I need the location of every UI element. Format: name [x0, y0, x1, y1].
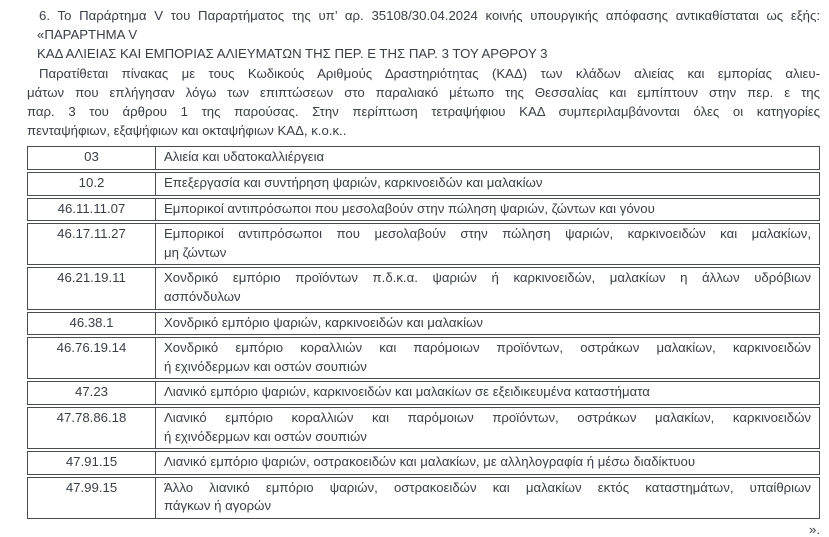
table-row — [27, 477, 820, 519]
table-row — [27, 146, 820, 170]
table-row — [27, 337, 820, 379]
description-line: Χονδρικό εμπόριο ψαριών, καρκινοειδών και μαλακίων — [164, 314, 483, 330]
table-row — [27, 407, 820, 449]
kad-description — [156, 267, 820, 309]
kad-description — [156, 172, 820, 196]
kad-code: 47.78.86.18 — [27, 407, 156, 449]
description-line: Αλιεία και υδατοκαλλιέργεια — [164, 149, 325, 165]
kad-code: 46.38.1 — [27, 312, 156, 336]
description-line: Λιανικό εμπόριο ψαριών, οστρακοειδών και μαλακίων, με αλληλογραφία ή μέσω διαδίκτυου — [164, 454, 696, 470]
kad-code: 46.76.19.14 — [27, 337, 156, 379]
kad-description — [156, 198, 820, 222]
description-line: ή εχινόδερμων και οστών σουπιών — [164, 428, 367, 444]
kad-code: 10.2 — [27, 172, 156, 196]
annex-subheading: ΚΑΔ ΑΛΙΕΙΑΣ ΚΑΙ ΕΜΠΟΡΙΑΣ ΑΛΙΕΥΜΑΤΩΝ ΤΗΣ ΠΕΡ. Ε ΤΗΣ ΠΑΡ. 3 ΤΟΥ ΑΡΘΡΟΥ 3 — [37, 46, 548, 62]
kad-code: 47.99.15 — [27, 477, 156, 519]
kad-description — [156, 451, 820, 475]
amendment-intro-line: 6. Το Παράρτημα V του Παραρτήματος της υπ’ αρ. 35108/30.04.2024 κοινής υπουργικής απόφασης αντικαθίσταται ως εξής: — [39, 8, 820, 23]
description-line: ασπόνδυλων — [164, 288, 241, 304]
paragraph-line: μάτων που επλήγησαν λόγω των επιπτώσεων στο παραλιακό μέτωπο της Θεσσαλίας και εμπίπτουν στην περ. ε της — [27, 84, 820, 100]
kad-description — [156, 407, 820, 449]
intro-paragraph — [27, 64, 820, 141]
description-line: ή εχινόδερμων και οστών σουπιών — [164, 358, 367, 374]
description-line: Χονδρικό εμπόριο προϊόντων π.δ.κ.α. ψαριών ή καρκινοειδών, μαλακίων η άλλων υδρόβιων — [164, 270, 811, 286]
description-line: Λιανικό εμπόριο κοραλλιών και παρόμοιων προϊόντων, οστράκων μαλακίων, καρκινοειδών — [164, 409, 811, 425]
table-row — [27, 172, 820, 196]
kad-description — [156, 381, 820, 405]
paragraph-line: πενταψήφιων, εξαψήφιων και οκταψήφιων ΚΑΔ, κ.ο.κ.. — [27, 123, 347, 139]
kad-description — [156, 312, 820, 336]
kad-description — [156, 146, 820, 170]
table-row — [27, 451, 820, 475]
kad-code: 46.21.19.11 — [27, 267, 156, 309]
table-row — [27, 267, 820, 309]
table-row — [27, 223, 820, 265]
table-row — [27, 381, 820, 405]
description-line: Επεξεργασία και συντήρηση ψαριών, καρκινοειδών και μαλακίων — [164, 175, 543, 191]
table-row — [27, 312, 820, 336]
description-line: Άλλο λιανικό εμπόριο ψαριών, οστρακοειδών και μαλακίων εκτός καταστημάτων, υπαίθριων — [164, 479, 811, 495]
paragraph-line: παρ. 3 του άρθρου 1 της παρούσας. Στην περίπτωση τετραψήφιου ΚΑΔ συμπεριλαμβάνονται όλες οι κατηγορίες — [27, 104, 820, 120]
description-line: Εμπορικοί αντιπρόσωποι που μεσολαβούν στην πώληση ψαριών, καρκινοειδών και μαλακίων, — [164, 226, 811, 242]
kad-code: 03 — [27, 146, 156, 170]
description-line: πάγκων ή αγορών — [164, 498, 272, 514]
description-line: μη ζώντων — [164, 244, 227, 260]
kad-code: 46.11.11.07 — [27, 198, 156, 222]
kad-description — [156, 477, 820, 519]
kad-code: 47.23 — [27, 381, 156, 405]
closing-quote-mark: ». — [809, 521, 820, 537]
description-line: Χονδρικό εμπόριο κοραλλιών και παρόμοιων προϊόντων, οστράκων μαλακίων, καρκινοειδών — [164, 340, 811, 356]
paragraph-line: Παρατίθεται πίνακας με τους Κωδικούς Αριθμούς Δραστηριότητας (ΚΑΔ) των κλάδων αλιείας και εμπορίας αλιευ- — [39, 65, 820, 81]
kad-description — [156, 223, 820, 265]
description-line: Εμπορικοί αντιπρόσωποι που μεσολαβούν στην πώληση ψαριών, ζώντων και γόνου — [164, 200, 655, 216]
kad-table — [27, 144, 820, 521]
annex-heading: «ΠΑΡΑΡΤΗΜΑ V — [37, 27, 138, 43]
kad-code: 46.17.11.27 — [27, 223, 156, 265]
kad-code: 47.91.15 — [27, 451, 156, 475]
kad-description — [156, 337, 820, 379]
table-row — [27, 198, 820, 222]
description-line: Λιανικό εμπόριο ψαριών, καρκινοειδών και μαλακίων σε εξειδικευμένα καταστήματα — [164, 384, 650, 400]
